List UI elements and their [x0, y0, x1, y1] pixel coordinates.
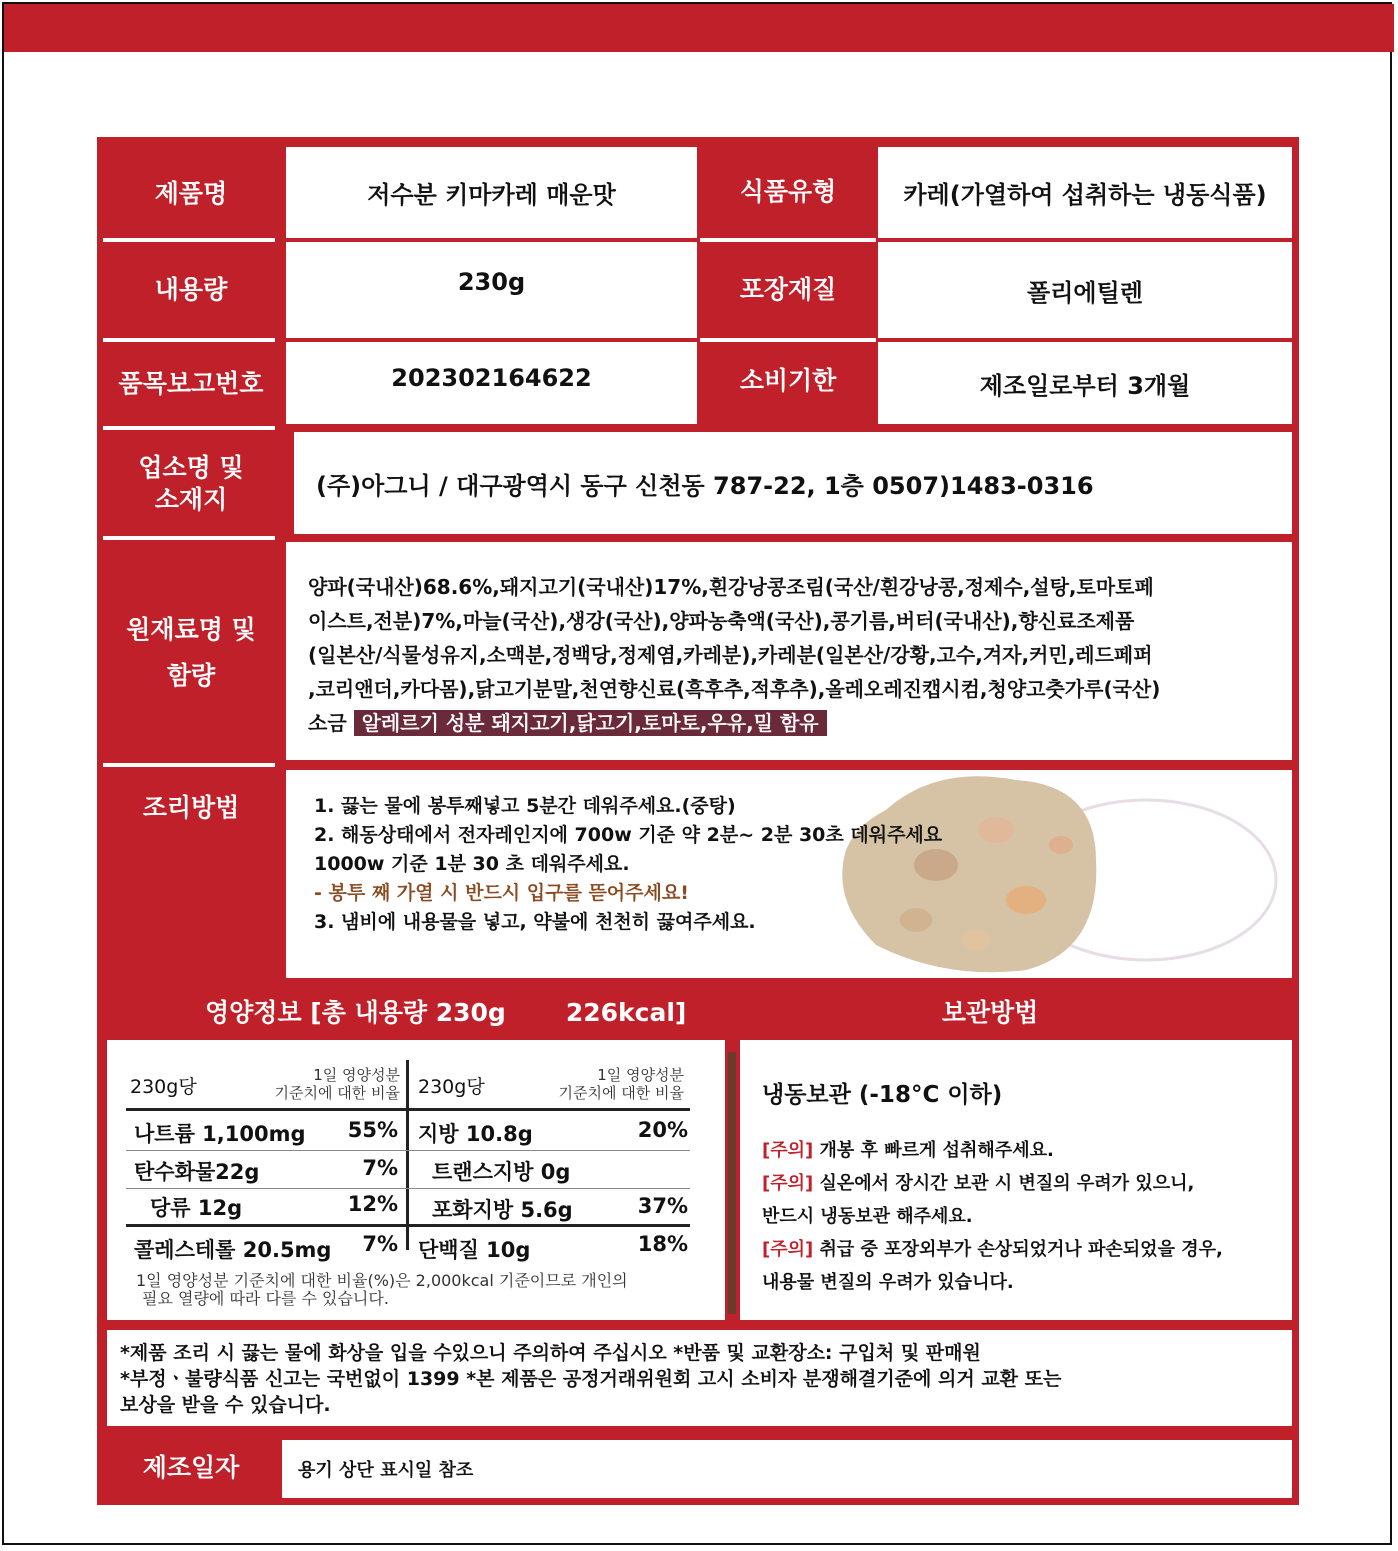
- ingredients-last: 소금: [308, 711, 347, 735]
- daily-header-right: [500, 1066, 684, 1102]
- cooking-warning: - 봉투 째 가열 시 반드시 입구를 뜯어주세요!: [314, 882, 689, 904]
- nutrient-name: 단백질 10g: [418, 1238, 531, 1262]
- notice-line: *제품 조리 시 끓는 물에 화상을 입을 수있으니 주의하여 주십시오 *반품 및 교환장소: 구입처 및 판매원: [120, 1342, 981, 1364]
- per-serving-left: 230g당: [130, 1076, 197, 1098]
- storage-note: [762, 1167, 1223, 1200]
- caution-tag: [주의]: [762, 1140, 814, 1161]
- nutrient-name: 탄수화물22g: [134, 1160, 260, 1184]
- report-number-label: 품목보고번호: [118, 368, 264, 398]
- ingredients-line: [308, 706, 1272, 740]
- per-serving-right: 230g당: [418, 1076, 485, 1098]
- mfg-date: 용기 상단 표시일 참조: [282, 1440, 1292, 1498]
- daily-line: 기준치에 대한 비율: [558, 1084, 684, 1102]
- table-divider: [406, 1060, 409, 1250]
- caution-tag: [주의]: [762, 1173, 814, 1194]
- storage-header: 보관방법: [941, 997, 1039, 1027]
- nutrient-pct: 55%: [347, 1118, 398, 1142]
- cooking-steps: [314, 792, 942, 937]
- nutrient-pct: 37%: [637, 1194, 688, 1218]
- cooking-step: 1. 끓는 물에 봉투째넣고 5분간 데워주세요.(중탕): [314, 795, 736, 817]
- ingredients-label-line2: 함량: [166, 660, 216, 690]
- nutrient-name: 지방 10.8g: [418, 1122, 533, 1146]
- separator: [103, 426, 275, 430]
- product-name: 저수분 키마카레 매운맛: [286, 147, 697, 238]
- storage-note: [762, 1233, 1223, 1266]
- nutrition-footnote: [136, 1272, 628, 1308]
- cooking-step: 1000w 기준 1분 30 초 데워주세요.: [314, 853, 630, 875]
- daily-line: 1일 영양성분: [597, 1066, 684, 1084]
- product-name-label: 제품명: [154, 178, 228, 208]
- table-rule: [126, 1188, 690, 1189]
- top-bar: [4, 4, 1394, 52]
- company-info: (주)아그니 / 대구광역시 동구 신천동 787-22, 1층 0507)1483-0316: [294, 432, 1292, 534]
- packaging-label: 포장재질: [739, 274, 837, 304]
- separator: [103, 536, 275, 540]
- cooking-label: 조리방법: [142, 792, 240, 822]
- nutrient-name: 콜레스테롤 20.5mg: [134, 1238, 332, 1262]
- storage-note-text: 실온에서 장시간 보관 시 변질의 우려가 있으니,: [819, 1173, 1195, 1194]
- nutrient-pct: 7%: [362, 1232, 398, 1256]
- nutrient-pct: 18%: [637, 1232, 688, 1256]
- separator: [103, 763, 275, 767]
- expiry: 제조일로부터 3개월: [878, 342, 1292, 424]
- notice-text: [120, 1340, 1061, 1418]
- daily-header-left: [220, 1066, 400, 1102]
- nutrient-pct: 20%: [637, 1118, 688, 1142]
- table-rule: [126, 1150, 690, 1151]
- nutrition-title: 영양정보 [총 내용량 230g: [205, 997, 506, 1027]
- notice-line: *부정ㆍ불량식품 신고는 국번없이 1399 *본 제품은 공정거래위원회 고시 소비자 분쟁해결기준에 의거 교환 또는: [120, 1368, 1062, 1390]
- caution-tag: [주의]: [762, 1239, 814, 1260]
- ingredients-line: 양파(국내산)68.6%,돼지고기(국내산)17%,흰강낭콩조림(국산/흰강낭콩,정제수,설탕,토마토페: [308, 575, 1154, 599]
- net-label: 내용량: [154, 274, 228, 304]
- ingredients: [286, 542, 1292, 760]
- food-type-label: 식품유형: [739, 177, 837, 207]
- storage-note-text: 반드시 냉동보관 해주세요.: [762, 1206, 973, 1227]
- notice-line: 보상을 받을 수 있습니다.: [120, 1394, 331, 1416]
- ingredients-label-line1: 원재료명 및: [126, 614, 256, 644]
- nutrient-name: 당류 12g: [150, 1196, 243, 1220]
- storage-note-text: 개봉 후 빠르게 섭취해주세요.: [819, 1140, 1054, 1161]
- nutrient-name: 포화지방 5.6g: [432, 1198, 573, 1222]
- cooking-box: [286, 770, 1292, 978]
- cooking-step: 3. 냄비에 내용물을 넣고, 약불에 천천히 끓여주세요.: [314, 911, 756, 933]
- nutrient-name: 트랜스지방 0g: [432, 1160, 571, 1184]
- storage-note: [762, 1134, 1223, 1167]
- storage-divider: [728, 1052, 736, 1314]
- nutrition-kcal: 226kcal]: [565, 997, 687, 1027]
- table-rule: [126, 1224, 690, 1227]
- nutrient-pct: 12%: [347, 1192, 398, 1216]
- ingredients-line: ,코리앤더,카다몸),닭고기분말,천연향신료(흑후추,적후추),올레오레진캡시컴,청양고춧가루(국산): [308, 677, 1161, 701]
- nutrient-pct: 7%: [362, 1156, 398, 1180]
- net-weight: 230g: [286, 242, 697, 338]
- nutrient-name: 나트륨 1,100mg: [134, 1122, 306, 1146]
- company-label-line2: 소재지: [154, 485, 228, 514]
- report-number: 202302164622: [286, 342, 697, 424]
- storage-note-text: 취급 중 포장외부가 손상되었거나 파손되었을 경우,: [819, 1239, 1223, 1260]
- food-type: 카레(가열하여 섭취하는 냉동식품): [878, 147, 1292, 238]
- daily-line: 기준치에 대한 비율: [274, 1084, 400, 1102]
- storage-notes: [762, 1134, 1223, 1299]
- storage-note-text: 내용물 변질의 우려가 있습니다.: [762, 1272, 1014, 1293]
- mfg-date-label: 제조일자: [142, 1452, 240, 1482]
- ingredients-label: [103, 545, 279, 760]
- daily-line: 1일 영양성분: [313, 1066, 400, 1084]
- packaging: 폴리에틸렌: [878, 242, 1292, 338]
- expiry-label: 소비기한: [739, 365, 837, 395]
- cooking-step: 2. 해동상태에서 전자레인지에 700w 기준 약 2분~ 2분 30초 데워주세요: [314, 824, 943, 846]
- footnote-line: 1일 영양성분 기준치에 대한 비율(%)은 2,000kcal 기준이므로 개인의: [136, 1271, 628, 1290]
- storage-main: 냉동보관 (-18°C 이하): [762, 1082, 1003, 1108]
- nutrition-header: [205, 990, 715, 1036]
- company-label: [103, 432, 279, 536]
- ingredients-line: (일본산/식물성유지,소맥분,정백당,정제염,카레분),카레분(일본산/강황,고수,겨자,커민,레드페퍼: [308, 643, 1153, 667]
- company-label-line1: 업소명 및: [138, 452, 244, 482]
- footnote-line: 필요 열량에 따라 다를 수 있습니다.: [142, 1289, 389, 1308]
- allergy-badge: 알레르기 성분 돼지고기,닭고기,토마토,우유,밀 함유: [354, 710, 827, 736]
- ingredients-line: 이스트,전분)7%,마늘(국산),생강(국산),양파농축액(국산),콩기름,버터(국내산),향신료조제품: [308, 609, 1135, 633]
